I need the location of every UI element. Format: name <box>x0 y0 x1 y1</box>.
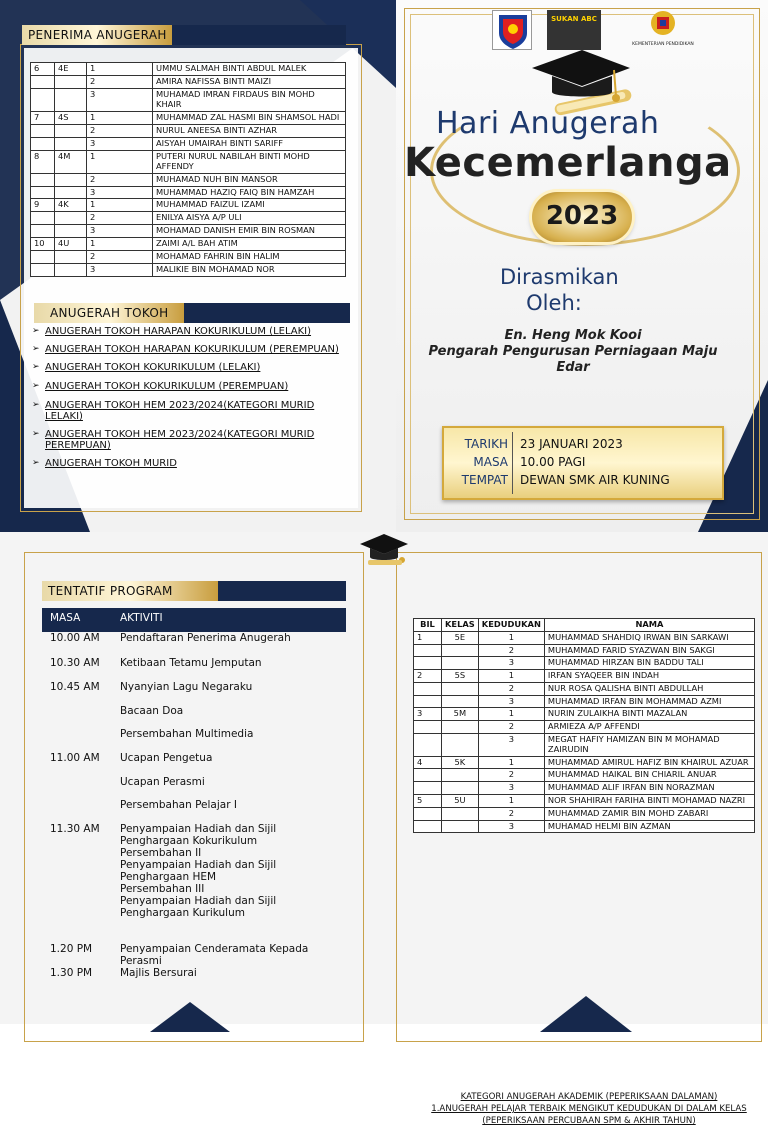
kategori-heading: KATEGORI ANUGERAH AKADEMIK (PEPERIKSAAN DALAMAN) 1.ANUGERAH PELAJAR TERBAIK MENGIKUT KEDUDUKAN DI DALAM KELAS (PEPERIKSAAN PERCUBAAN SPM & AKHIR TAHUN) <box>431 1092 747 1126</box>
bil-cell: 4 <box>414 756 442 769</box>
kedudukan-cell: 2 <box>87 173 153 186</box>
kedudukan-cell: 2 <box>478 769 544 782</box>
tokoh-list-item[interactable]: ➢ ANUGERAH TOKOH HARAPAN KOKURIKULUM (LELAKI) <box>32 326 350 337</box>
kelas-cell <box>442 769 479 782</box>
tokoh-list-item[interactable]: ➢ ANUGERAH TOKOH HEM 2023/2024(KATEGORI MURID LELAKI) <box>32 400 350 422</box>
table-row <box>414 794 755 807</box>
bil-cell <box>414 820 442 833</box>
kelas-cell: 5U <box>442 794 479 807</box>
kedudukan-cell: 3 <box>478 782 544 795</box>
tokoh-list-item[interactable]: ➢ ANUGERAH TOKOH MURID <box>32 458 350 469</box>
kelas-cell: 4U <box>55 238 87 251</box>
program-aktiviti: Persembahan Multimedia <box>120 728 254 740</box>
program-aktiviti: Penyampaian Cenderamata Kepada Perasmi <box>120 943 309 967</box>
kelas-cell <box>55 225 87 238</box>
kelas-cell <box>55 88 87 111</box>
kelas-cell: 4E <box>55 63 87 76</box>
program-aktiviti: Pendaftaran Penerima Anugerah <box>120 632 291 644</box>
kelas-cell <box>442 820 479 833</box>
table-row <box>414 631 755 644</box>
nama-cell: ENILYA AISYA A/P ULI <box>153 212 346 225</box>
bil-cell <box>414 695 442 708</box>
program-masa: 11.30 AM <box>50 823 100 835</box>
kedudukan-cell: 1 <box>87 111 153 124</box>
program-masa: 11.00 AM <box>50 752 100 764</box>
official-block <box>420 328 726 376</box>
nama-cell: NURUL ANEESA BINTI AZHAR <box>153 124 346 137</box>
table-row <box>31 173 346 186</box>
kedudukan-cell: 1 <box>478 708 544 721</box>
akademik-table <box>413 618 755 833</box>
kedudukan-cell: 3 <box>87 264 153 277</box>
table-row <box>414 782 755 795</box>
kelas-cell: 5K <box>442 756 479 769</box>
program-aktiviti: Majlis Bersurai <box>120 967 197 979</box>
nama-cell: MUHAMMAD HAZIQ FAIQ BIN HAMZAH <box>153 186 346 199</box>
nama-cell: PUTERI NURUL NABILAH BINTI MOHD AFFENDY <box>153 150 346 173</box>
bil-cell <box>414 769 442 782</box>
tentatif-header: TENTATIF PROGRAM <box>42 581 346 601</box>
kelas-cell: 5M <box>442 708 479 721</box>
table-row <box>414 756 755 769</box>
kedudukan-cell: 2 <box>478 721 544 734</box>
kedudukan-cell: 3 <box>478 734 544 757</box>
nama-cell: NUR ROSA QALISHA BINTI ABDULLAH <box>544 682 754 695</box>
bil-cell <box>31 251 55 264</box>
program-masa: 1.30 PM <box>50 967 93 979</box>
info-tempat: TEMPAT DEWAN SMK AIR KUNING <box>461 473 670 487</box>
nama-cell: ZAIMI A/L BAH ATIM <box>153 238 346 251</box>
program-aktiviti: Persembahan Pelajar I <box>120 799 237 811</box>
table-row <box>31 238 346 251</box>
nama-cell: MUHAMAD HELMI BIN AZMAN <box>544 820 754 833</box>
kedudukan-cell: 1 <box>87 63 153 76</box>
bil-cell: 10 <box>31 238 55 251</box>
table-row <box>31 264 346 277</box>
column-header: KELAS <box>442 619 479 632</box>
table-row <box>414 708 755 721</box>
title-hari-anugerah: Hari Anugerah <box>436 106 660 141</box>
kedudukan-cell: 1 <box>478 631 544 644</box>
nama-cell: MUHAMMAD FAIZUL IZAMI <box>153 199 346 212</box>
bil-cell <box>414 807 442 820</box>
sukan-abc-logo: SUKAN ABC <box>547 10 601 50</box>
kelas-cell: 4M <box>55 150 87 173</box>
kelas-cell <box>55 124 87 137</box>
table-row <box>31 137 346 150</box>
kedudukan-cell: 2 <box>87 124 153 137</box>
program-aktiviti: Bacaan Doa <box>120 705 184 717</box>
kedudukan-cell: 3 <box>87 225 153 238</box>
kelas-cell <box>442 682 479 695</box>
bil-cell <box>414 734 442 757</box>
table-row <box>31 111 346 124</box>
anugerah-tokoh-header: ANUGERAH TOKOH <box>34 303 350 323</box>
table-row <box>31 199 346 212</box>
column-header: BIL <box>414 619 442 632</box>
table-row <box>31 186 346 199</box>
table-row <box>414 820 755 833</box>
table-row <box>31 225 346 238</box>
tokoh-list <box>32 326 350 477</box>
nama-cell: MUHAMMAD AMIRUL HAFIZ BIN KHAIRUL AZUAR <box>544 756 754 769</box>
kedudukan-cell: 3 <box>87 88 153 111</box>
table-row <box>31 150 346 173</box>
kedudukan-cell: 2 <box>478 682 544 695</box>
nama-cell: MUHAMMAD ALIF IRFAN BIN NORAZMAN <box>544 782 754 795</box>
table-row <box>414 695 755 708</box>
bil-cell <box>31 75 55 88</box>
kelas-cell <box>55 137 87 150</box>
column-header: NAMA <box>544 619 754 632</box>
program-masa: 10.45 AM <box>50 681 100 693</box>
nama-cell: ARMIEZA A/P AFFENDI <box>544 721 754 734</box>
program-aktiviti: Penyampaian Hadiah dan Sijil Penghargaan Kokurikulum Persembahan II Penyampaian Hadiah dan Sijil Penghargaan HEM Persembahan III Penyampaian Hadiah dan Sijil Penghargaan Kurikulum <box>120 823 277 919</box>
program-masa: 10.00 AM <box>50 632 100 644</box>
bil-cell: 9 <box>31 199 55 212</box>
bil-cell: 2 <box>414 670 442 683</box>
tokoh-list-item[interactable]: ➢ ANUGERAH TOKOH HARAPAN KOKURIKULUM (PEREMPUAN) <box>32 344 350 355</box>
dirasmikan-oleh: Dirasmikan Oleh: <box>500 265 619 315</box>
kedudukan-cell: 1 <box>87 150 153 173</box>
kelas-cell <box>442 695 479 708</box>
table-row <box>414 721 755 734</box>
kelas-cell <box>442 657 479 670</box>
kedudukan-cell: 3 <box>87 137 153 150</box>
program-table-header: MASA AKTIVITI <box>42 608 346 632</box>
kelas-cell <box>55 186 87 199</box>
bil-cell <box>414 657 442 670</box>
nama-cell: MUHAMAD NUH BIN MANSOR <box>153 173 346 186</box>
bil-cell: 1 <box>414 631 442 644</box>
school-crest-logo <box>492 10 532 50</box>
table-row <box>414 657 755 670</box>
kelas-cell <box>442 807 479 820</box>
table-row <box>31 251 346 264</box>
nama-cell: NURIN ZULAIKHA BINTI MAZALAN <box>544 708 754 721</box>
table-row <box>414 769 755 782</box>
nama-cell: MUHAMMAD IRFAN BIN MOHAMMAD AZMI <box>544 695 754 708</box>
table-row <box>414 670 755 683</box>
nama-cell: MUHAMMAD SHAHDIQ IRWAN BIN SARKAWI <box>544 631 754 644</box>
bil-cell <box>414 682 442 695</box>
kedudukan-cell: 1 <box>87 199 153 212</box>
bil-cell: 3 <box>414 708 442 721</box>
graduation-cap-small-icon <box>358 532 410 568</box>
official-title: Pengarah Pengurusan Perniagaan Maju Edar <box>428 344 718 375</box>
kelas-cell <box>55 212 87 225</box>
kelas-cell: 4K <box>55 199 87 212</box>
table-row <box>31 75 346 88</box>
nama-cell: UMMU SALMAH BINTI ABDUL MALEK <box>153 63 346 76</box>
program-aktiviti: Ucapan Perasmi <box>120 776 205 788</box>
nama-cell: MOHAMAD DANISH EMIR BIN ROSMAN <box>153 225 346 238</box>
table-row <box>414 807 755 820</box>
column-header: KEDUDUKAN <box>478 619 544 632</box>
program-aktiviti: Nyanyian Lagu Negaraku <box>120 681 253 693</box>
kedudukan-cell: 1 <box>87 238 153 251</box>
kelas-cell: 4S <box>55 111 87 124</box>
kelas-cell <box>442 644 479 657</box>
kementerian-pendidikan-logo: KEMENTERIAN PENDIDIKAN <box>628 8 698 48</box>
nama-cell: IRFAN SYAQEER BIN INDAH <box>544 670 754 683</box>
kedudukan-cell: 1 <box>478 794 544 807</box>
nama-cell: MOHAMAD FAHRIN BIN HALIM <box>153 251 346 264</box>
kedudukan-cell: 2 <box>478 644 544 657</box>
nama-cell: MUHAMMAD ZAMIR BIN MOHD ZABARI <box>544 807 754 820</box>
title-kecemerlangan: Kecemerlanga <box>404 140 732 186</box>
kedudukan-cell: 2 <box>87 75 153 88</box>
penerima-table <box>30 62 346 277</box>
table-row <box>31 88 346 111</box>
kelas-cell <box>55 75 87 88</box>
kedudukan-cell: 1 <box>478 670 544 683</box>
kedudukan-cell: 3 <box>478 657 544 670</box>
program-aktiviti: Ucapan Pengetua <box>120 752 213 764</box>
kedudukan-cell: 2 <box>87 212 153 225</box>
table-row <box>31 63 346 76</box>
program-aktiviti: Ketibaan Tetamu Jemputan <box>120 657 262 669</box>
bil-cell <box>31 137 55 150</box>
bil-cell <box>414 644 442 657</box>
tokoh-list-item[interactable]: ➢ ANUGERAH TOKOH KOKURIKULUM (LELAKI) <box>32 362 350 373</box>
brochure-inner-page <box>0 532 768 1126</box>
nama-cell: AISYAH UMAIRAH BINTI SARIFF <box>153 137 346 150</box>
brochure-cover-page <box>0 0 768 532</box>
kedudukan-cell: 3 <box>87 186 153 199</box>
bil-cell <box>31 124 55 137</box>
program-masa: 10.30 AM <box>50 657 100 669</box>
kedudukan-cell: 2 <box>478 807 544 820</box>
kedudukan-cell: 3 <box>478 695 544 708</box>
table-row <box>414 734 755 757</box>
bil-cell <box>31 225 55 238</box>
bil-cell <box>31 264 55 277</box>
kedudukan-cell: 2 <box>87 251 153 264</box>
kelas-cell <box>442 782 479 795</box>
kelas-cell <box>442 721 479 734</box>
tokoh-list-item[interactable]: ➢ ANUGERAH TOKOH KOKURIKULUM (PEREMPUAN) <box>32 381 350 392</box>
table-row <box>31 124 346 137</box>
kedudukan-cell: 3 <box>478 820 544 833</box>
bil-cell <box>31 186 55 199</box>
table-row <box>414 682 755 695</box>
nama-cell: NOR SHAHIRAH FARIHA BINTI MOHAMAD NAZRI <box>544 794 754 807</box>
bil-cell <box>31 212 55 225</box>
nama-cell: MUHAMMAD HIRZAN BIN BADDU TALI <box>544 657 754 670</box>
nama-cell: MEGAT HAFIY HAMIZAN BIN M MOHAMAD ZAIRUDIN <box>544 734 754 757</box>
kelas-cell: 5E <box>442 631 479 644</box>
kelas-cell <box>55 173 87 186</box>
nama-cell: MUHAMAD IMRAN FIRDAUS BIN MOHD KHAIR <box>153 88 346 111</box>
navy-triangle-bottom-left <box>150 1002 230 1032</box>
bil-cell <box>414 782 442 795</box>
bil-cell <box>31 173 55 186</box>
bil-cell: 6 <box>31 63 55 76</box>
nama-cell: MUHAMMAD ZAL HASMI BIN SHAMSOL HADI <box>153 111 346 124</box>
table-row <box>414 644 755 657</box>
kelas-cell <box>55 251 87 264</box>
tokoh-list-item[interactable]: ➢ ANUGERAH TOKOH HEM 2023/2024(KATEGORI MURID PEREMPUAN) <box>32 429 350 451</box>
program-masa: 1.20 PM <box>50 943 93 955</box>
navy-triangle-bottom-right <box>540 996 632 1032</box>
nama-cell: AMIRA NAFISSA BINTI MAIZI <box>153 75 346 88</box>
nama-cell: MUHAMMAD FARID SYAZWAN BIN SAKGI <box>544 644 754 657</box>
bil-cell <box>414 721 442 734</box>
nama-cell: MUHAMMAD HAIKAL BIN CHIARIL ANUAR <box>544 769 754 782</box>
official-name: En. Heng Mok Kooi <box>504 328 642 343</box>
nama-cell: MALIKIE BIN MOHAMAD NOR <box>153 264 346 277</box>
info-masa: MASA 10.00 PAGI <box>473 455 586 469</box>
bil-cell: 8 <box>31 150 55 173</box>
bil-cell: 7 <box>31 111 55 124</box>
year-badge: 2023 <box>532 192 632 242</box>
bil-cell: 5 <box>414 794 442 807</box>
kelas-cell: 5S <box>442 670 479 683</box>
event-info-box <box>442 426 724 500</box>
bil-cell <box>31 88 55 111</box>
kelas-cell <box>442 734 479 757</box>
kelas-cell <box>55 264 87 277</box>
penerima-anugerah-header: PENERIMA ANUGERAH <box>22 25 346 45</box>
info-tarikh: TARIKH 23 JANUARI 2023 <box>464 437 623 451</box>
kedudukan-cell: 1 <box>478 756 544 769</box>
table-row <box>31 212 346 225</box>
